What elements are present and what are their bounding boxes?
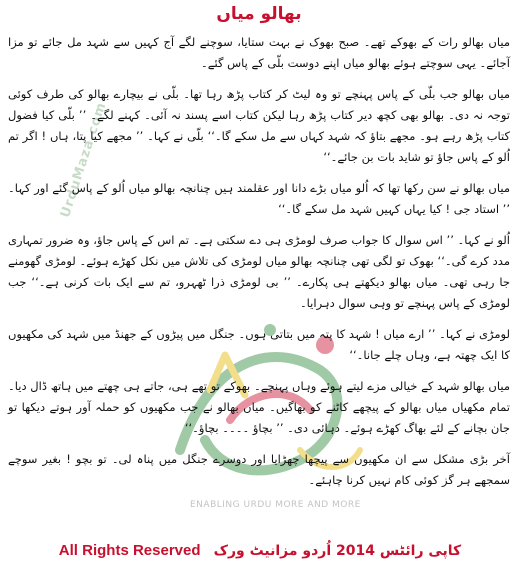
story-paragraph: آخر بڑی مشکل سے ان مکھیوں سے پیچھا چھڑایا اور دوسرے جنگل میں پناہ لی۔ تو بچو ! بغیر سوچے سمجھے ہر گز کوئی کام نہیں کرنا چاہئے۔ (8, 452, 510, 487)
copyright-notice: کاپی رائٹس 2014 اُردو مزانیٹ ورک (213, 543, 462, 559)
story-body (8, 32, 510, 491)
story-title: بھالو میاں (216, 4, 302, 24)
watermark-url: UrduMaza.com (58, 100, 110, 220)
story-paragraph: میاں بھالو شہد کے خیالی مزے لیتے ہوئے وہاں پہنچے۔ بھوکے تو تھے ہی، جاتے ہی چھتے میں ہاتھ ڈال دیا۔ تمام مکھیاں میاں بھالو کے پیچھے کاٹنے کو بھاگیں۔ میاں بھالو نے جب مکھیوں کو حملہ آور ہوتے دیکھا تو جان بچانے کے لئے بھاگ کھڑے ہوئے۔ دہائی دی۔ ’’ بچاؤ ۔۔۔۔ بچاؤ۔‘‘ (8, 379, 510, 435)
story-paragraph: میاں بھالو نے سن رکھا تھا کہ اُلو میاں بڑے دانا اور عقلمند ہیں چنانچہ بھالو میاں اُلو کے پاس گئے اور کہا۔ ’’ استاد جی ! کیا یہاں کہیں شہد مل سکے گا۔‘‘ (8, 181, 510, 216)
story-paragraph: اُلو نے کہا۔ ’’ اس سوال کا جواب صرف لومڑی ہی دے سکتی ہے۔ تم اس کے پاس جاؤ، وہ ضرور تمہاری مدد کرے گی۔‘‘ بھوک تو لگی تھی چنانچہ بھالو میاں لومڑی کی تلاش میں نکل کھڑے ہوئے۔ لومڑی گھومنے جا رہی تھی۔ میاں بھالو دیکھتے ہی پکارے۔ ’’ بی لومڑی ذرا ٹھہرو، تم سے ایک بات کرنی ہے۔‘‘ جب لومڑی کے پاس پہنچے تو وہی سوال دہرایا۔ (8, 233, 510, 310)
story-paragraph: میاں بھالو جب بلّی کے پاس پہنچے تو وہ لیٹ کر کتاب پڑھ رہا تھا۔ بلّی نے بیچارے بھالو کی طرف کوئی توجہ نہ دی۔ بھالو بھی کچھ دیر کتاب پڑھ رہا لیکن کتاب اسے پسند نہ آئی۔ کہنے لگے۔ ’’ بلّی کیا فضول کتاب پڑھ رہے ہو۔ مجھے بتاؤ کہ شہد کہاں سے مل سکے گا۔‘‘ بلّی نے کہا۔ ’’ مجھے کیا پتا، ہاں ! اگر تم اُلو کے پاس جاؤ تو شاید بات بن جائے۔‘‘ (8, 87, 510, 164)
all-rights-reserved: All Rights Reserved (58, 542, 201, 559)
copyright-footer (0, 540, 520, 559)
story-paragraph: لومڑی نے کہا۔ ’’ ارے میاں ! شہد کا پتہ میں بتاتی ہوں۔ جنگل میں پیڑوں کے جھنڈ میں شہد کی مکھیوں کا ایک چھتہ ہے، وہاں چلے جانا۔‘‘ (8, 327, 510, 362)
story-paragraph: میاں بھالو رات کے بھوکے تھے۔ صبح بھوک نے بہت ستایا، سوچنے لگے آج کہیں سے شہد مل جائے تو مزا آجائے۔ یہی سوچتے ہوئے بھالو میاں اپنے دوست بلّی کے پاس گئے۔ (8, 35, 510, 70)
watermark-slogan: ENABLING URDU MORE AND MORE (190, 500, 361, 510)
